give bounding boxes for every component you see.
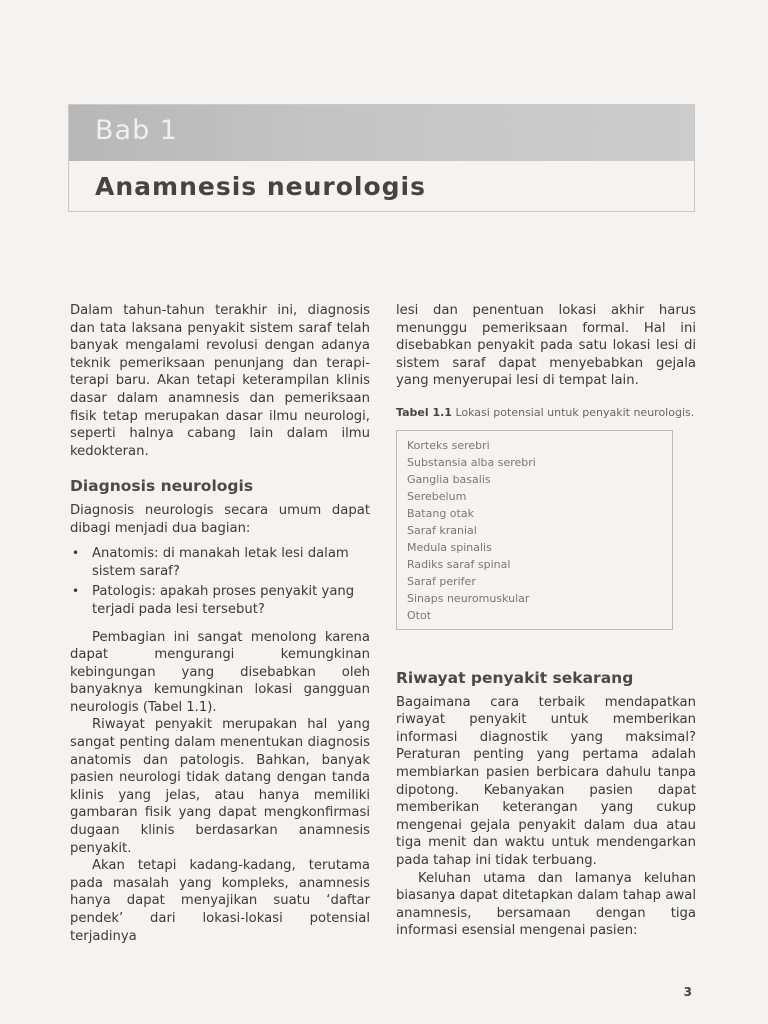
table-item: Saraf kranial <box>407 523 477 537</box>
chapter-band <box>69 105 694 161</box>
body-paragraph: Riwayat penyakit merupakan hal yang sangat penting dalam menentukan diagnosis anatomis dan patologis. Bahkan, banyak pasien neurologi tidak datang dengan tanda klinis yang jelas, atau hanya memiliki gambaran fisik yang dapat mengkonfirmasi dugaan klinis berdasarkan anamnesis penyakit. <box>70 717 370 856</box>
body-paragraph: Keluhan utama dan lamanya keluhan biasanya dapat ditetapkan dalam tahap awal anamnesis, bersamaan dengan tiga informasi esensial mengenai pasien: <box>396 870 696 939</box>
lead-paragraph: Diagnosis neurologis secara umum dapat dibagi menjadi dua bagian: <box>70 502 370 536</box>
bullet-item: • Anatomis: di manakah letak lesi dalam sistem saraf? <box>70 545 370 580</box>
intro-paragraph: Dalam tahun-tahun terakhir ini, diagnosis dan tata laksana penyakit sistem saraf telah banyak mengalami revolusi dengan adanya teknik pemeriksaan penunjang dan terapi-terapi baru. Akan tetapi keterampilan klinis dasar dalam anamnesis dan pemeriksaan fisik tetap merupakan dasar ilmu neurologi, seperti halnya cabang lain dalam ilmu kedokteran. <box>70 303 370 459</box>
table-caption-label: Tabel 1.1 <box>396 405 452 419</box>
chapter-title: Anamnesis neurologis <box>95 172 426 201</box>
table-item: Ganglia basalis <box>407 472 491 486</box>
table-item: Batang otak <box>407 506 474 520</box>
table-item: Sinaps neuromuskular <box>407 591 530 605</box>
table-item: Korteks serebri <box>407 438 490 452</box>
table-item: Serebelum <box>407 489 467 503</box>
bullet-list <box>70 545 370 618</box>
body-paragraph: Bagaimana cara terbaik mendapatkan riwayat penyakit untuk memberikan informasi diagnostik yang maksimal? Peraturan penting yang pertama adalah membiarkan pasien berbicara dahulu tanpa dipotong. Kebanyakan pasien dapat memberikan keterangan yang cukup mengenai gejala penyakit dalam dua atau tiga menit dan waktu untuk mendengarkan pada tahap ini tidak terbuang. <box>396 694 696 868</box>
chapter-header <box>68 104 695 212</box>
table-item: Otot <box>407 608 432 622</box>
body-paragraph: Akan tetapi kadang-kadang, terutama pada masalah yang kompleks, anamnesis hanya dapat menyajikan suatu ‘daftar pendek’ dari lokasi-lokasi potensial terjadinya <box>70 858 370 944</box>
table-locations <box>396 430 673 630</box>
bullet-item: • Patologis: apakah proses penyakit yang terjadi pada lesi tersebut? <box>70 583 370 618</box>
table-item: Medula spinalis <box>407 540 492 554</box>
body-paragraph: Pembagian ini sangat menolong karena dapat mengurangi kemungkinan kebingungan yang disebabkan oleh banyaknya kemungkinan lokasi gangguan neurologis (Tabel 1.1). <box>70 629 370 715</box>
continuation-paragraph: lesi dan penentuan lokasi akhir harus menunggu pemeriksaan formal. Hal ini disebabkan penyakit pada satu lokasi lesi di sistem saraf dapat menyebabkan gejala yang menyerupai lesi di tempat lain. <box>396 303 696 389</box>
table-caption-text: Lokasi potensial untuk penyakit neurologis. <box>455 405 695 419</box>
page-number: 3 <box>683 985 692 999</box>
table-item: Radiks saraf spinal <box>407 557 511 571</box>
table-item: Saraf perifer <box>407 574 476 588</box>
left-column <box>70 302 370 945</box>
table-item: Substansia alba serebri <box>407 455 536 469</box>
table-caption <box>396 406 696 420</box>
section-heading-history: Riwayat penyakit sekarang <box>396 668 634 687</box>
chapter-label: Bab 1 <box>95 115 178 146</box>
right-column <box>396 302 696 940</box>
section-heading-diagnosis: Diagnosis neurologis <box>70 477 254 496</box>
